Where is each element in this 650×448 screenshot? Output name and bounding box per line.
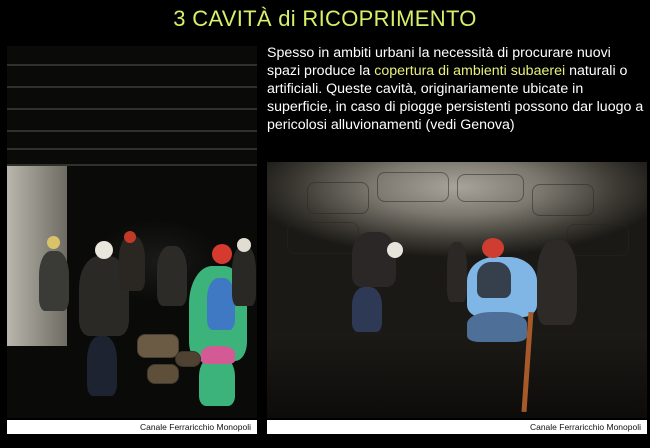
body-text-part-2: naturali o artificiali. Queste cavità, originariamente ubicate in superficie, in caso di piogge persistenti possono dar luogo a pericolosi alluvionamenti (vedi Genova) bbox=[267, 63, 644, 133]
right-photo-caption: Canale Ferraricchio Monopoli bbox=[267, 420, 647, 434]
tunnel-photo bbox=[7, 46, 257, 418]
slide-title: 3 CAVITÀ di RICOPRIMENTO bbox=[173, 6, 477, 31]
left-photo-caption: Canale Ferraricchio Monopoli bbox=[7, 420, 257, 434]
cavity-photo bbox=[267, 162, 647, 418]
body-text-part-1: Spesso in ambiti urbani la necessità di procurare nuovi spazi produce la bbox=[267, 45, 611, 79]
body-text bbox=[267, 44, 645, 134]
body-text-highlight: copertura di ambienti subaerei bbox=[374, 63, 566, 79]
